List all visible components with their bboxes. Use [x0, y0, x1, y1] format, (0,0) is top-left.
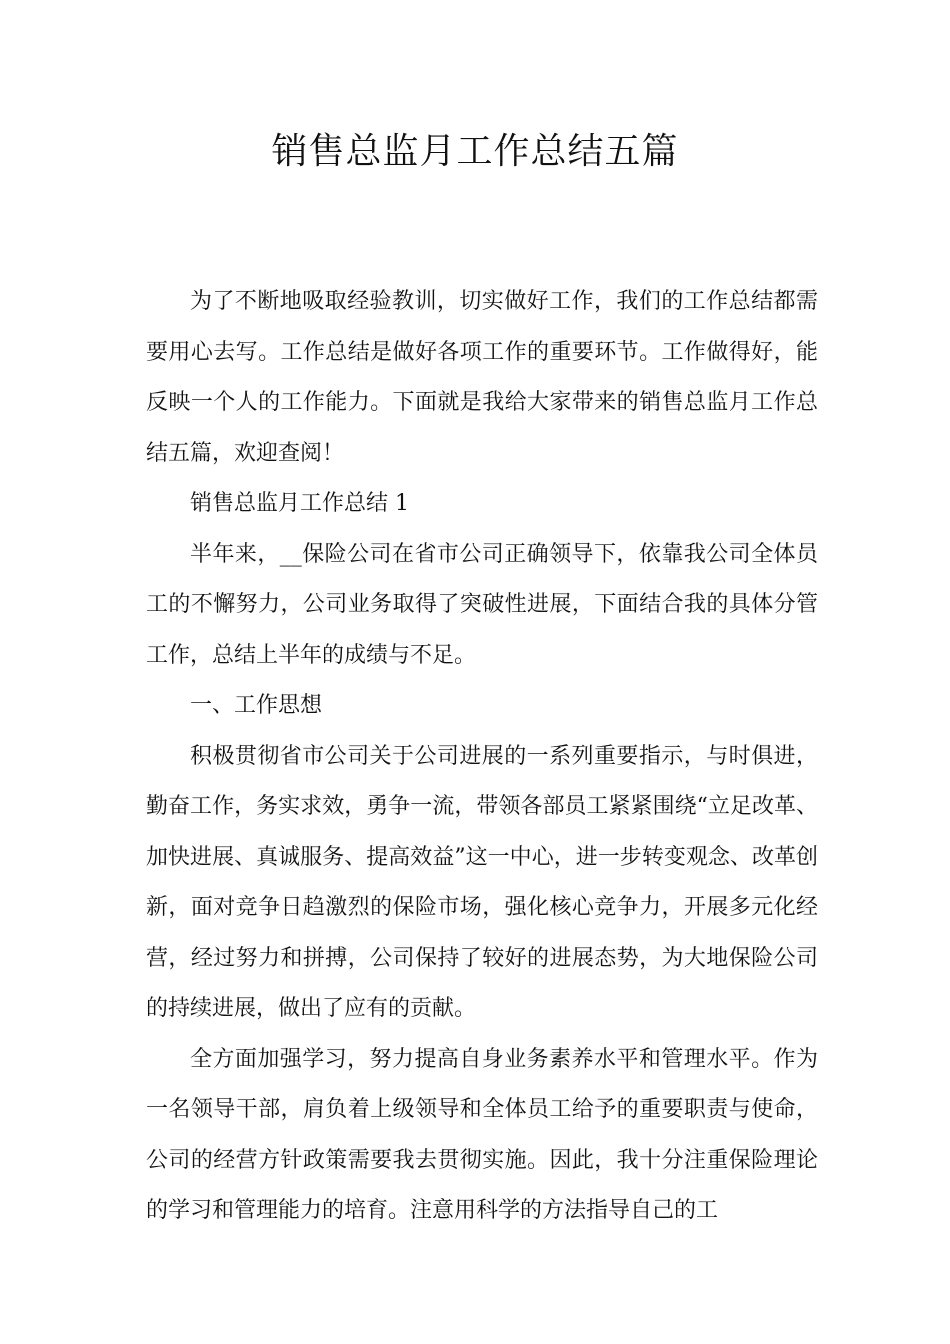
document-body: [146, 277, 818, 1237]
intro-paragraph: 为了不断地吸取经验教训，切实做好工作，我们的工作总结都需要用心去写。工作总结是做好各项工作的重要环节。工作做得好，能反映一个人的工作能力。下面就是我给大家带来的销售总监月工作总结五篇，欢迎查阅！: [146, 289, 818, 466]
section-heading: 销售总监月工作总结 1: [190, 491, 409, 516]
body-paragraph: 半年来，__保险公司在省市公司正确领导下，依靠我公司全体员工的不懈努力，公司业务取得了突破性进展，下面结合我的具体分管工作，总结上半年的成绩与不足。: [146, 541, 818, 668]
body-paragraph: 积极贯彻省市公司关于公司进展的一系列重要指示，与时俱进，勤奋工作，务实求效，勇争一流，带领各部员工紧紧围绕“立足改革、加快进展、真诚服务、提高效益”这一中心，进一步转变观念、改革创新，面对竞争日趋激烈的保险市场，强化核心竞争力，开展多元化经营，经过努力和拼搏，公司保持了较好的进展态势，为大地保险公司的持续进展，做出了应有的贡献。: [146, 743, 818, 1021]
document-title: 销售总监月工作总结五篇: [271, 131, 679, 172]
subsection-heading: 一、工作思想: [190, 693, 323, 718]
body-paragraph: 全方面加强学习，努力提高自身业务素养水平和管理水平。作为一名领导干部，肩负着上级领导和全体员工给予的重要职责与使命，公司的经营方针政策需要我去贯彻实施。因此，我十分注重保险理论的学习和管理能力的培育。注意用科学的方法指导自己的工: [146, 1046, 818, 1223]
